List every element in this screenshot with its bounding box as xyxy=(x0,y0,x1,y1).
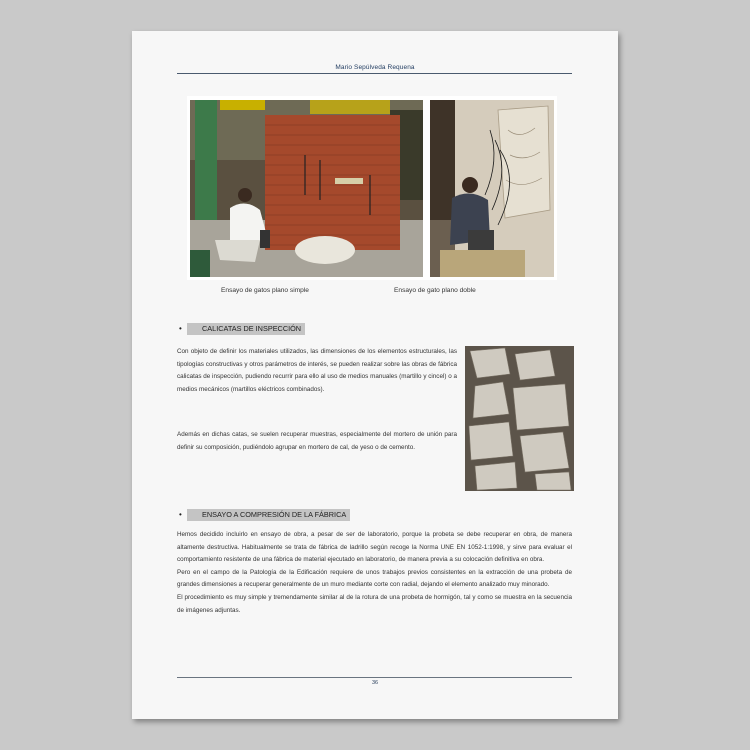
paragraph-text: Además en dichas catas, se suelen recuperar muestras, especialmente del mortero de unión para definir su composición, pudiéndolo agrupar en mortero de cal, de yeso o de cemento. xyxy=(177,431,457,451)
header-rule xyxy=(177,73,572,74)
paragraph-block xyxy=(177,529,572,617)
paragraph-text: Con objeto de definir los materiales utilizados, las dimensiones de los elementos estructurales, las tipologías constructivas y otros parámetros de interés, se pueden realizar sobre las obras de fábrica calicatas de inspección, pudiendo recurrir para ello al uso de medios manuales (martillo y cincel) o a medios mecánicos (martillos eléctricos combinados). xyxy=(177,348,457,393)
figure-frame xyxy=(187,96,557,280)
caption-left: Ensayo de gatos plano simple xyxy=(221,287,309,294)
section-heading-text: ENSAYO A COMPRESIÓN DE LA FÁBRICA xyxy=(187,509,350,521)
document-page xyxy=(132,31,618,719)
paragraph-text: Hemos decidido incluirlo en ensayo de obra, a pesar de ser de laboratorio, porque la probeta se debe recuperar en obra, de manera altamente destructiva. Habitualmente se trata de fábrica de ladrillo según recoge la Norma UNE EN 1052-1:1998, y sirve para evaluar el comportamiento resistente de una fábrica de material ejecutado en laboratorio, de manera previa a su colocación definitiva en obra. xyxy=(177,531,572,564)
header-author: Mario Sepúlveda Requena xyxy=(335,64,415,71)
paragraph-text: Pero en el campo de la Patología de la Edificación requiere de unos trabajos previos consistentes en la extracción de una probeta de grandes dimensiones a recuperar generalmente de un muro mediante corte con radial, dejando el elemento analizado muy minorado. xyxy=(177,568,572,589)
bullet: • xyxy=(179,510,182,519)
page-number: 36 xyxy=(371,680,379,686)
bullet: • xyxy=(179,324,182,333)
section-heading-text: CALICATAS DE INSPECCIÓN xyxy=(187,323,305,335)
footer-rule xyxy=(177,677,572,678)
double-flat-jack-photo xyxy=(430,100,554,277)
paragraph-text: El procedimiento es muy simple y tremendamente similar al de la rotura de una probeta de hormigón, tal y como se muestra en la secuencia de imágenes adjuntas. xyxy=(177,593,572,614)
stone-masonry-photo xyxy=(465,346,574,491)
brick-wall-test-photo xyxy=(190,100,423,277)
paragraph xyxy=(177,346,457,396)
caption-right: Ensayo de gato plano doble xyxy=(394,287,476,294)
paragraph xyxy=(177,429,457,454)
